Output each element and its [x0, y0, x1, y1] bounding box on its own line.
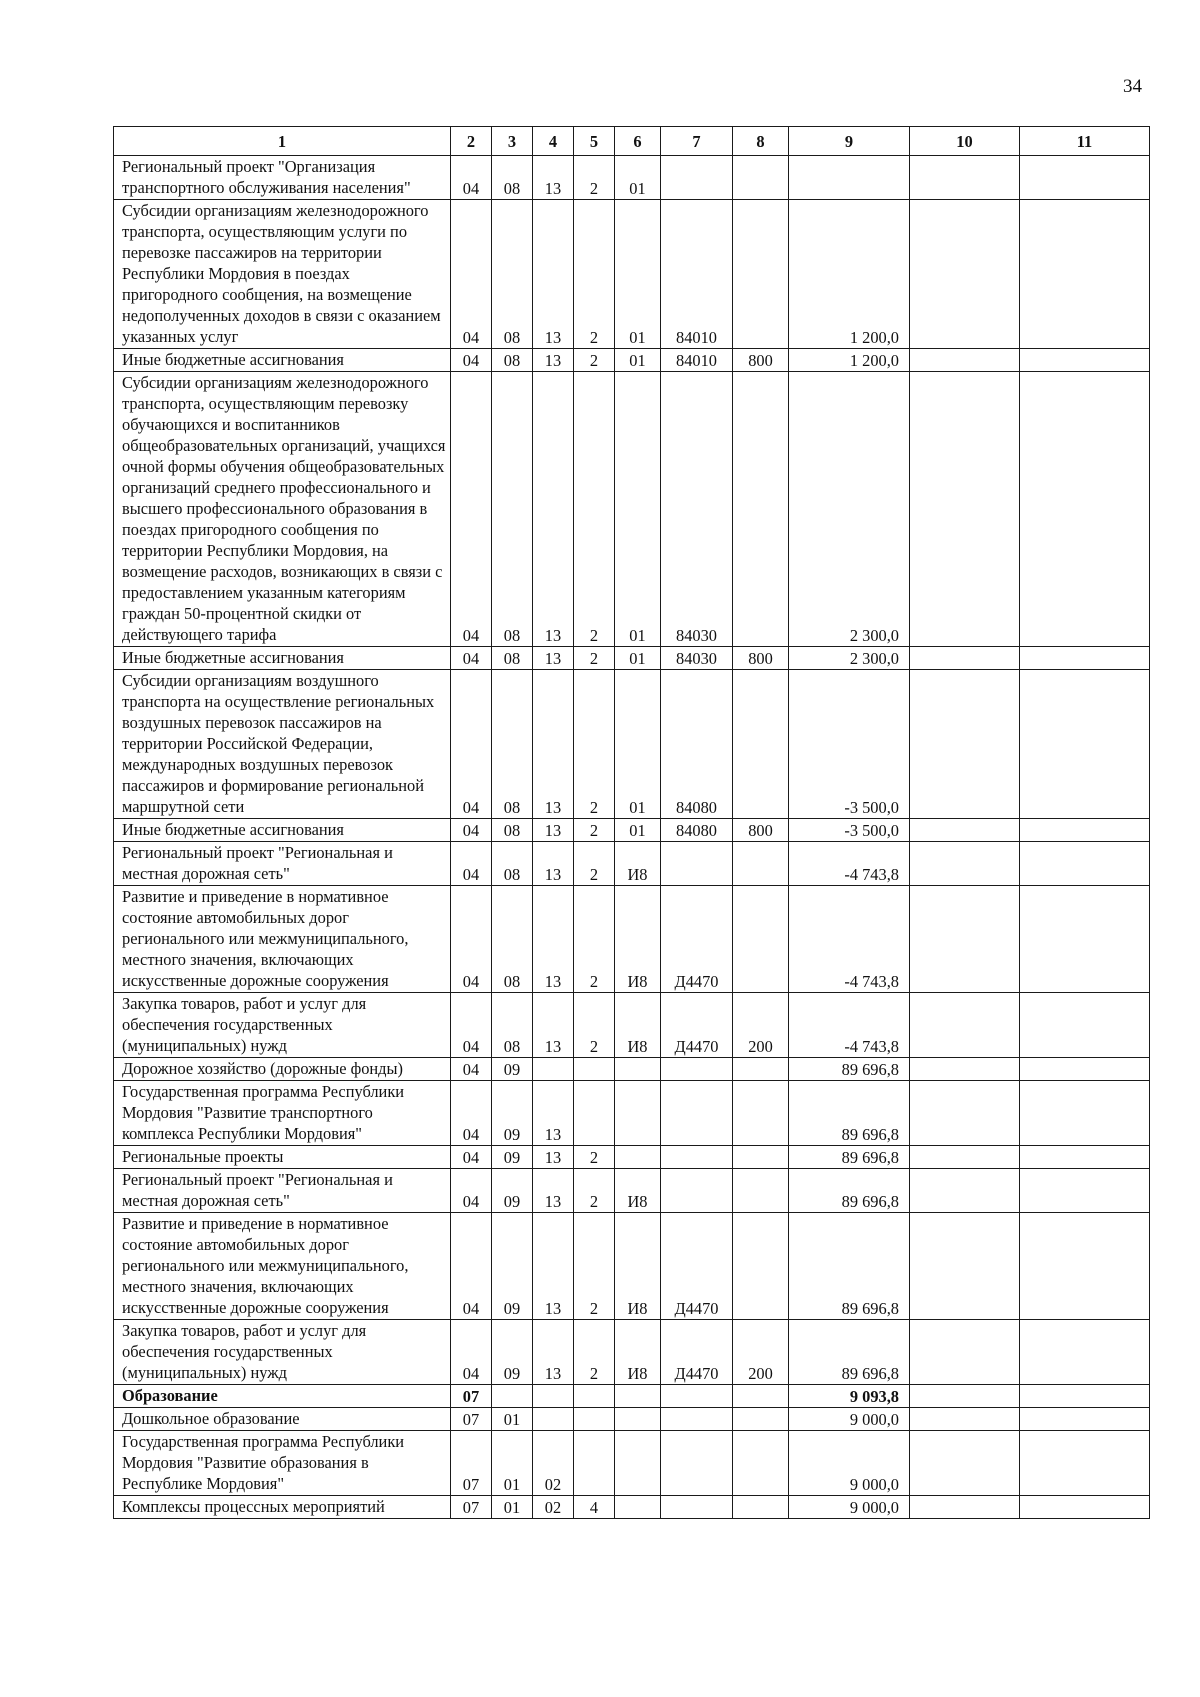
- header-cell-5: 5: [574, 127, 615, 156]
- subprogram-cell: [574, 1058, 615, 1081]
- col11-cell: [1020, 886, 1150, 993]
- name-cell: Дошкольное образование: [114, 1408, 451, 1431]
- project-cell: 01: [615, 156, 661, 200]
- project-cell: 01: [615, 670, 661, 819]
- subprogram-cell: 2: [574, 349, 615, 372]
- amount-cell: 89 696,8: [789, 1213, 910, 1320]
- table-row: [114, 1431, 1150, 1496]
- table-row: [114, 372, 1150, 647]
- col11-cell: [1020, 1169, 1150, 1213]
- page-number: 34: [1123, 76, 1142, 97]
- project-cell: 01: [615, 372, 661, 647]
- subsection-cell: 08: [492, 819, 533, 842]
- direction-cell: [661, 1146, 733, 1169]
- name-cell: Государственная программа Республики Мордовия "Развитие транспортного комплекса Республики Мордовия": [114, 1081, 451, 1146]
- expense-type-cell: [733, 1496, 789, 1519]
- section-cell: 04: [451, 842, 492, 886]
- direction-cell: [661, 1385, 733, 1408]
- direction-cell: [661, 156, 733, 200]
- expense-type-cell: [733, 842, 789, 886]
- col10-cell: [910, 1081, 1020, 1146]
- expense-type-cell: [733, 1431, 789, 1496]
- table-row: [114, 200, 1150, 349]
- amount-cell: 2 300,0: [789, 372, 910, 647]
- expense-type-cell: 200: [733, 1320, 789, 1385]
- header-cell-3: 3: [492, 127, 533, 156]
- subprogram-cell: 2: [574, 670, 615, 819]
- section-cell: 04: [451, 349, 492, 372]
- col10-cell: [910, 1320, 1020, 1385]
- subprogram-cell: 2: [574, 993, 615, 1058]
- direction-cell: Д4470: [661, 993, 733, 1058]
- project-cell: 01: [615, 349, 661, 372]
- amount-cell: -4 743,8: [789, 993, 910, 1058]
- amount-cell: 89 696,8: [789, 1169, 910, 1213]
- section-cell: 04: [451, 156, 492, 200]
- subsection-cell: 01: [492, 1431, 533, 1496]
- name-cell: Закупка товаров, работ и услуг для обеспечения государственных (муниципальных) нужд: [114, 1320, 451, 1385]
- col10-cell: [910, 993, 1020, 1058]
- col10-cell: [910, 1146, 1020, 1169]
- col10-cell: [910, 156, 1020, 200]
- table-row: [114, 842, 1150, 886]
- section-cell: 04: [451, 647, 492, 670]
- section-cell: 04: [451, 1081, 492, 1146]
- header-cell-11: 11: [1020, 127, 1150, 156]
- header-cell-1: 1: [114, 127, 451, 156]
- subprogram-cell: 2: [574, 1213, 615, 1320]
- table-row: [114, 349, 1150, 372]
- col11-cell: [1020, 670, 1150, 819]
- name-cell: Субсидии организациям воздушного транспорта на осуществление региональных воздушных перевозок пассажиров на территории Российской Федерации, международных воздушных перевозок пассажиров и формирование региональной маршрутной сети: [114, 670, 451, 819]
- direction-cell: 84010: [661, 349, 733, 372]
- table-row: [114, 1058, 1150, 1081]
- table-row: [114, 1081, 1150, 1146]
- col11-cell: [1020, 372, 1150, 647]
- subprogram-cell: 2: [574, 647, 615, 670]
- expense-type-cell: [733, 156, 789, 200]
- section-cell: 04: [451, 1320, 492, 1385]
- section-cell: 07: [451, 1408, 492, 1431]
- name-cell: Региональный проект "Региональная и местная дорожная сеть": [114, 842, 451, 886]
- subsection-cell: 09: [492, 1058, 533, 1081]
- subsection-cell: 01: [492, 1408, 533, 1431]
- name-cell: Иные бюджетные ассигнования: [114, 349, 451, 372]
- program-cell: 13: [533, 156, 574, 200]
- header-cell-2: 2: [451, 127, 492, 156]
- expense-type-cell: [733, 670, 789, 819]
- amount-cell: 1 200,0: [789, 200, 910, 349]
- subsection-cell: 08: [492, 372, 533, 647]
- col11-cell: [1020, 1081, 1150, 1146]
- section-cell: 07: [451, 1385, 492, 1408]
- name-cell: Иные бюджетные ассигнования: [114, 647, 451, 670]
- header-cell-9: 9: [789, 127, 910, 156]
- col10-cell: [910, 1058, 1020, 1081]
- expense-type-cell: [733, 1169, 789, 1213]
- program-cell: 13: [533, 647, 574, 670]
- col11-cell: [1020, 647, 1150, 670]
- section-cell: 04: [451, 1169, 492, 1213]
- col10-cell: [910, 670, 1020, 819]
- project-cell: [615, 1408, 661, 1431]
- subprogram-cell: [574, 1385, 615, 1408]
- project-cell: [615, 1431, 661, 1496]
- expense-type-cell: 800: [733, 349, 789, 372]
- section-cell: 04: [451, 200, 492, 349]
- amount-cell: 89 696,8: [789, 1081, 910, 1146]
- section-cell: 04: [451, 1146, 492, 1169]
- project-cell: И8: [615, 1169, 661, 1213]
- program-cell: [533, 1408, 574, 1431]
- subsection-cell: 08: [492, 200, 533, 349]
- expense-type-cell: [733, 1213, 789, 1320]
- direction-cell: 84080: [661, 819, 733, 842]
- col11-cell: [1020, 1408, 1150, 1431]
- name-cell: Региональный проект "Организация транспортного обслуживания населения": [114, 156, 451, 200]
- direction-cell: [661, 1058, 733, 1081]
- expense-type-cell: 200: [733, 993, 789, 1058]
- name-cell: Комплексы процессных мероприятий: [114, 1496, 451, 1519]
- name-cell: Иные бюджетные ассигнования: [114, 819, 451, 842]
- col11-cell: [1020, 842, 1150, 886]
- header-row: [114, 127, 1150, 156]
- program-cell: 13: [533, 819, 574, 842]
- amount-cell: 9 000,0: [789, 1408, 910, 1431]
- header-cell-6: 6: [615, 127, 661, 156]
- col11-cell: [1020, 349, 1150, 372]
- amount-cell: 9 000,0: [789, 1496, 910, 1519]
- program-cell: 13: [533, 1213, 574, 1320]
- direction-cell: [661, 1496, 733, 1519]
- name-cell: Государственная программа Республики Мордовия "Развитие образования в Республике Мордовия": [114, 1431, 451, 1496]
- table-row: [114, 670, 1150, 819]
- direction-cell: [661, 842, 733, 886]
- expense-type-cell: [733, 1081, 789, 1146]
- amount-cell: -4 743,8: [789, 886, 910, 993]
- name-cell: Субсидии организациям железнодорожного транспорта, осуществляющим перевозку обучающихся и воспитанников общеобразовательных организаций, учащихся очной формы обучения общеобразовательных организаций среднего профессионального и высшего профессионального образования в поездах пригородного сообщения по территории Республики Мордовия, на возмещение расходов, возникающих в связи с предоставлением указанным категориям граждан 50-процентной скидки от действующего тарифа: [114, 372, 451, 647]
- name-cell: Региональный проект "Региональная и местная дорожная сеть": [114, 1169, 451, 1213]
- subprogram-cell: 2: [574, 886, 615, 993]
- name-cell: Развитие и приведение в нормативное состояние автомобильных дорог регионального или межмуниципального, местного значения, включающих искусственные дорожные сооружения: [114, 886, 451, 993]
- col11-cell: [1020, 1385, 1150, 1408]
- expense-type-cell: 800: [733, 819, 789, 842]
- subprogram-cell: 2: [574, 1169, 615, 1213]
- subsection-cell: 09: [492, 1320, 533, 1385]
- direction-cell: [661, 1408, 733, 1431]
- direction-cell: 84010: [661, 200, 733, 349]
- col11-cell: [1020, 1431, 1150, 1496]
- col10-cell: [910, 200, 1020, 349]
- subsection-cell: 09: [492, 1081, 533, 1146]
- col10-cell: [910, 819, 1020, 842]
- subprogram-cell: 4: [574, 1496, 615, 1519]
- subsection-cell: 09: [492, 1146, 533, 1169]
- table-row: [114, 819, 1150, 842]
- amount-cell: -3 500,0: [789, 670, 910, 819]
- expense-type-cell: [733, 1058, 789, 1081]
- project-cell: 01: [615, 819, 661, 842]
- table-row: [114, 886, 1150, 993]
- amount-cell: -3 500,0: [789, 819, 910, 842]
- amount-cell: 9 093,8: [789, 1385, 910, 1408]
- amount-cell: 89 696,8: [789, 1146, 910, 1169]
- col11-cell: [1020, 1496, 1150, 1519]
- amount-cell: 89 696,8: [789, 1058, 910, 1081]
- expense-type-cell: [733, 1146, 789, 1169]
- project-cell: [615, 1058, 661, 1081]
- program-cell: 13: [533, 1146, 574, 1169]
- subprogram-cell: 2: [574, 156, 615, 200]
- project-cell: [615, 1496, 661, 1519]
- project-cell: И8: [615, 886, 661, 993]
- direction-cell: 84080: [661, 670, 733, 819]
- amount-cell: 89 696,8: [789, 1320, 910, 1385]
- col11-cell: [1020, 1213, 1150, 1320]
- program-cell: 02: [533, 1431, 574, 1496]
- table-row: [114, 1320, 1150, 1385]
- subprogram-cell: [574, 1431, 615, 1496]
- program-cell: 13: [533, 1320, 574, 1385]
- program-cell: 13: [533, 349, 574, 372]
- subsection-cell: 08: [492, 156, 533, 200]
- program-cell: 13: [533, 993, 574, 1058]
- budget-table: [113, 126, 1150, 1519]
- direction-cell: [661, 1169, 733, 1213]
- project-cell: [615, 1385, 661, 1408]
- project-cell: И8: [615, 1213, 661, 1320]
- subsection-cell: 08: [492, 647, 533, 670]
- project-cell: 01: [615, 200, 661, 349]
- table-row: [114, 993, 1150, 1058]
- table-row: [114, 1408, 1150, 1431]
- program-cell: 13: [533, 1081, 574, 1146]
- program-cell: [533, 1385, 574, 1408]
- expense-type-cell: [733, 200, 789, 349]
- col11-cell: [1020, 1058, 1150, 1081]
- section-cell: 04: [451, 1058, 492, 1081]
- subprogram-cell: [574, 1081, 615, 1146]
- name-cell: Дорожное хозяйство (дорожные фонды): [114, 1058, 451, 1081]
- program-cell: [533, 1058, 574, 1081]
- name-cell: Закупка товаров, работ и услуг для обеспечения государственных (муниципальных) нужд: [114, 993, 451, 1058]
- program-cell: 13: [533, 886, 574, 993]
- expense-type-cell: 800: [733, 647, 789, 670]
- subsection-cell: 08: [492, 670, 533, 819]
- program-cell: 13: [533, 372, 574, 647]
- col10-cell: [910, 372, 1020, 647]
- name-cell: Субсидии организациям железнодорожного транспорта, осуществляющим услуги по перевозке пассажиров на территории Республики Мордовия в поездах пригородного сообщения, на возмещение недополученных доходов в связи с оказанием указанных услуг: [114, 200, 451, 349]
- project-cell: И8: [615, 993, 661, 1058]
- col11-cell: [1020, 1146, 1150, 1169]
- col10-cell: [910, 1385, 1020, 1408]
- section-cell: 04: [451, 819, 492, 842]
- amount-cell: 9 000,0: [789, 1431, 910, 1496]
- table-row: [114, 1213, 1150, 1320]
- subprogram-cell: 2: [574, 372, 615, 647]
- subprogram-cell: 2: [574, 1320, 615, 1385]
- header-cell-4: 4: [533, 127, 574, 156]
- subprogram-cell: 2: [574, 1146, 615, 1169]
- subprogram-cell: [574, 1408, 615, 1431]
- program-cell: 02: [533, 1496, 574, 1519]
- col11-cell: [1020, 1320, 1150, 1385]
- direction-cell: [661, 1081, 733, 1146]
- col10-cell: [910, 1408, 1020, 1431]
- program-cell: 13: [533, 200, 574, 349]
- header-cell-7: 7: [661, 127, 733, 156]
- table-row: [114, 1169, 1150, 1213]
- subsection-cell: 08: [492, 842, 533, 886]
- subsection-cell: 08: [492, 349, 533, 372]
- col10-cell: [910, 647, 1020, 670]
- section-cell: 07: [451, 1496, 492, 1519]
- col10-cell: [910, 349, 1020, 372]
- name-cell: Образование: [114, 1385, 451, 1408]
- section-cell: 04: [451, 993, 492, 1058]
- col11-cell: [1020, 200, 1150, 349]
- expense-type-cell: [733, 372, 789, 647]
- direction-cell: 84030: [661, 647, 733, 670]
- col10-cell: [910, 1496, 1020, 1519]
- amount-cell: -4 743,8: [789, 842, 910, 886]
- col10-cell: [910, 1169, 1020, 1213]
- section-cell: 04: [451, 372, 492, 647]
- subprogram-cell: 2: [574, 842, 615, 886]
- name-cell: Развитие и приведение в нормативное состояние автомобильных дорог регионального или межмуниципального, местного значения, включающих искусственные дорожные сооружения: [114, 1213, 451, 1320]
- direction-cell: [661, 1431, 733, 1496]
- expense-type-cell: [733, 886, 789, 993]
- subprogram-cell: 2: [574, 200, 615, 349]
- direction-cell: 84030: [661, 372, 733, 647]
- section-cell: 04: [451, 670, 492, 819]
- header-cell-8: 8: [733, 127, 789, 156]
- amount-cell: 2 300,0: [789, 647, 910, 670]
- project-cell: 01: [615, 647, 661, 670]
- expense-type-cell: [733, 1385, 789, 1408]
- program-cell: 13: [533, 1169, 574, 1213]
- col10-cell: [910, 842, 1020, 886]
- section-cell: 04: [451, 886, 492, 993]
- direction-cell: Д4470: [661, 1320, 733, 1385]
- project-cell: И8: [615, 842, 661, 886]
- subsection-cell: 09: [492, 1169, 533, 1213]
- amount-cell: [789, 156, 910, 200]
- direction-cell: Д4470: [661, 1213, 733, 1320]
- subsection-cell: 01: [492, 1496, 533, 1519]
- col10-cell: [910, 1431, 1020, 1496]
- col11-cell: [1020, 993, 1150, 1058]
- header-cell-10: 10: [910, 127, 1020, 156]
- section-cell: 04: [451, 1213, 492, 1320]
- expense-type-cell: [733, 1408, 789, 1431]
- program-cell: 13: [533, 670, 574, 819]
- program-cell: 13: [533, 842, 574, 886]
- col10-cell: [910, 1213, 1020, 1320]
- subsection-cell: 09: [492, 1213, 533, 1320]
- subsection-cell: 08: [492, 886, 533, 993]
- table-row: [114, 1146, 1150, 1169]
- subprogram-cell: 2: [574, 819, 615, 842]
- direction-cell: Д4470: [661, 886, 733, 993]
- table-row: [114, 647, 1150, 670]
- col11-cell: [1020, 156, 1150, 200]
- col10-cell: [910, 886, 1020, 993]
- subsection-cell: [492, 1385, 533, 1408]
- col11-cell: [1020, 819, 1150, 842]
- project-cell: [615, 1146, 661, 1169]
- project-cell: И8: [615, 1320, 661, 1385]
- section-cell: 07: [451, 1431, 492, 1496]
- table-row: [114, 156, 1150, 200]
- project-cell: [615, 1081, 661, 1146]
- amount-cell: 1 200,0: [789, 349, 910, 372]
- table-row: [114, 1385, 1150, 1408]
- table-body: [114, 156, 1150, 1519]
- subsection-cell: 08: [492, 993, 533, 1058]
- table-row: [114, 1496, 1150, 1519]
- name-cell: Региональные проекты: [114, 1146, 451, 1169]
